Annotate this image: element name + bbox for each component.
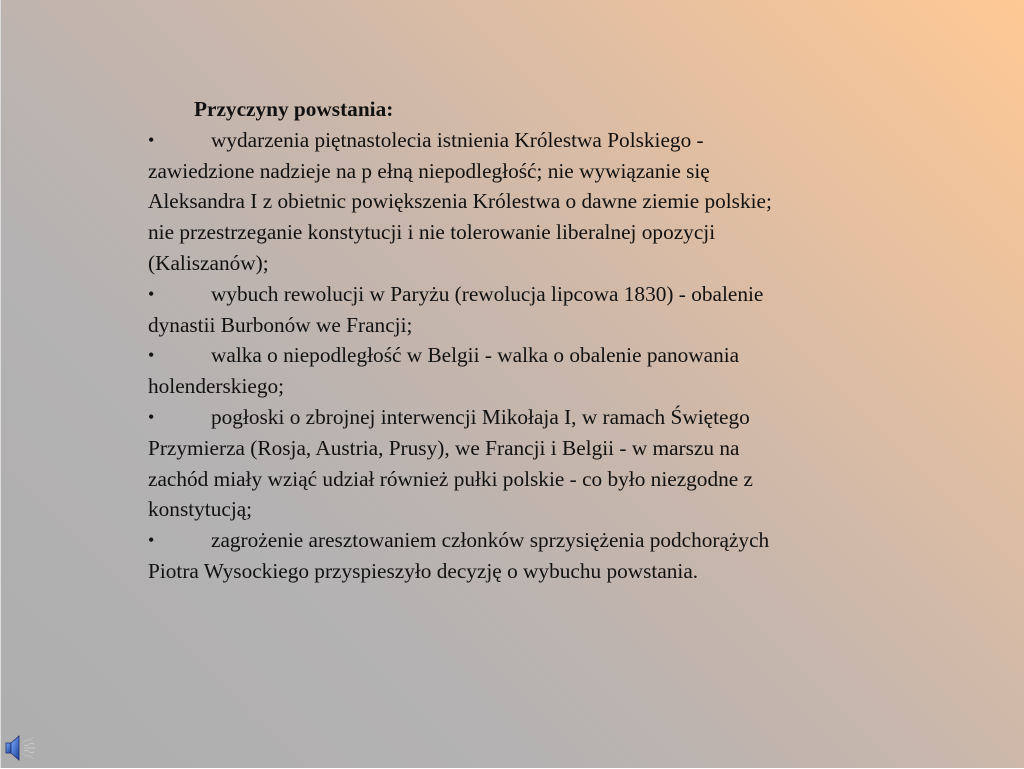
list-item-text: wybuch rewolucji w Paryżu (rewolucja lipcowa 1830) - obalenie dynastii Burbonów we Francji; xyxy=(148,281,764,337)
speaker-icon[interactable] xyxy=(3,732,37,764)
slide-title: Przyczyny powstania: xyxy=(194,97,394,121)
list-item xyxy=(148,125,778,279)
list-item-text: pogłoski o zbrojnej interwencji Mikołaja I, w ramach Świętego Przymierza (Rosja, Austria, Prusy), we Francji i Belgii - w marszu na zachód miały wziąć udział również pułki polskie - co było niezgodne z konstytucją; xyxy=(148,404,753,522)
slide-content xyxy=(148,94,778,587)
bullet-icon: • xyxy=(148,345,155,366)
list-item xyxy=(148,402,778,525)
bullet-icon: • xyxy=(148,530,155,551)
list-item-text: walka o niepodległość w Belgii - walka o obalenie panowania holenderskiego; xyxy=(148,343,740,399)
list-item xyxy=(148,340,778,402)
list-item xyxy=(148,279,778,341)
list-item-text: zagrożenie aresztowaniem członków sprzysiężenia podchorążych Piotra Wysockiego przyspieszyło decyzję o wybuchu powstania. xyxy=(148,528,770,583)
list-item-text: wydarzenia piętnastolecia istnienia Królestwa Polskiego - zawiedzione nadzieje na p ełną niepodległość; nie wywiązanie się Aleksandra I z obietnic powiększenia Królestwa o dawne ziemie polskie; nie przestrzeganie konstytucji i nie tolerowanie liberalnej opozycji (Kaliszanów); xyxy=(148,127,772,275)
bullet-icon: • xyxy=(148,406,155,427)
bullet-icon: • xyxy=(148,283,155,304)
bullet-icon: • xyxy=(148,129,155,150)
list-item xyxy=(148,525,778,587)
